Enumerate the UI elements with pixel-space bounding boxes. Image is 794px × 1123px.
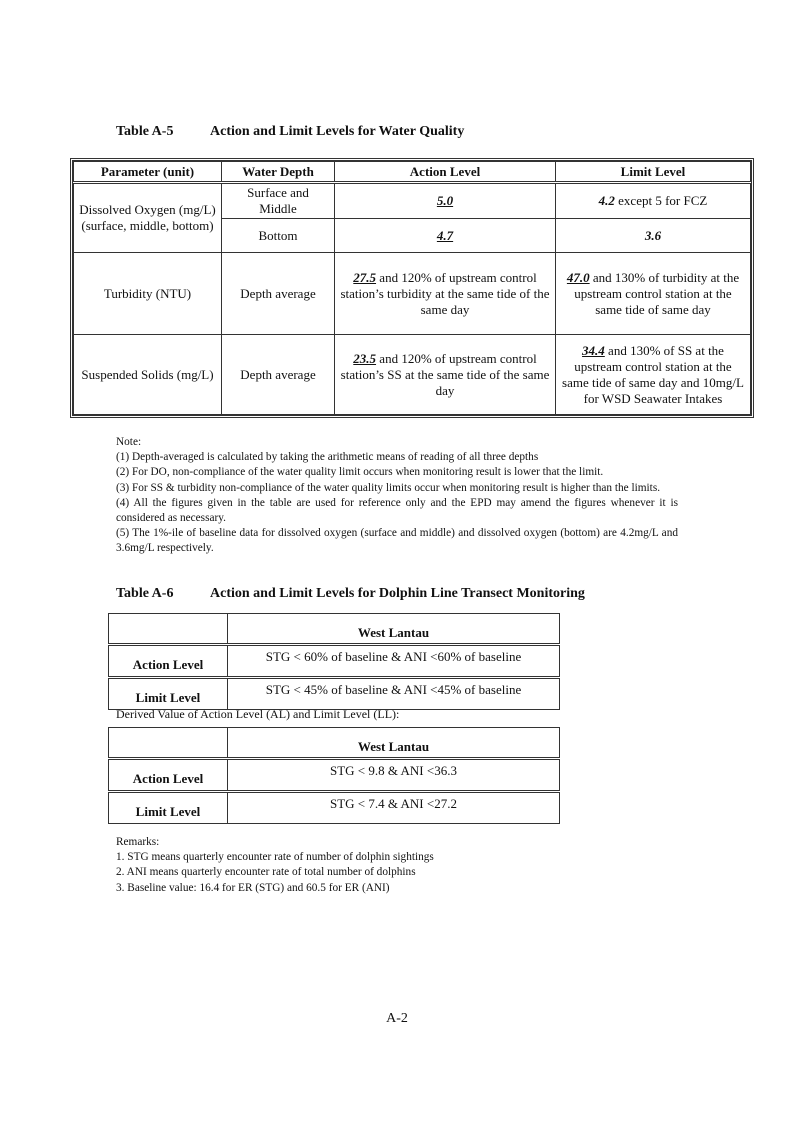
remark-item: 1. STG means quarterly encounter rate of number of dolphin sightings: [116, 851, 434, 864]
empty-header-cell: [109, 728, 228, 759]
table-a6-number: Table A-6: [116, 586, 174, 601]
do-surface-action-value: 5.0: [436, 193, 454, 208]
action-level-label: Action Level: [109, 645, 228, 678]
turbidity-limit-value: 47.0: [566, 269, 590, 285]
note-item: (5) The 1%-ile of baseline data for dissolved oxygen (surface and middle) and dissolved oxygen (bottom) are 4.2mg/L and 3.6mg/L respectively.: [116, 527, 678, 555]
do-bottom-action-cell: [335, 219, 556, 253]
do-surface-depth-cell: Surface and Middle: [222, 183, 335, 219]
ss-limit-text: and 130% of SS at the upstream control station at the same tide of same day and 10mg/L for WSD Seawater Intakes: [562, 342, 744, 406]
limit-level-label: Limit Level: [109, 792, 228, 824]
limit-level-label: Limit Level: [109, 678, 228, 710]
turbidity-limit-text: and 130% of turbidity at the upstream control station at the same tide of same day: [574, 269, 740, 317]
do-bottom-depth-cell: Bottom: [222, 219, 335, 253]
ss-limit-value: 34.4: [582, 342, 605, 358]
table-row: [109, 645, 560, 678]
note-item: (3) For SS & turbidity non-compliance of the water quality limits occur when monitoring result is higher than the limits.: [116, 481, 661, 494]
limit-level-value: STG < 7.4 & ANI <27.2: [228, 792, 560, 824]
remarks-section: [116, 835, 434, 896]
limit-level-value: STG < 45% of baseline & ANI <45% of baseline: [228, 678, 560, 710]
ss-action-value: 23.5: [353, 350, 377, 366]
header-west-lantau: West Lantau: [228, 728, 560, 759]
table-a5-title: Action and Limit Levels for Water Quality: [210, 124, 465, 139]
note-item: (4) All the figures given in the table are used for reference only and the EPD may amend the figures whenever it is considered as necessary.: [116, 496, 678, 525]
note-item: (1) Depth-averaged is calculated by taking the arithmetic means of reading of all three depths: [116, 451, 539, 464]
turbidity-parameter-cell: Turbidity (NTU): [74, 253, 222, 335]
ss-limit-cell: [556, 335, 751, 415]
table-header-row: [109, 614, 560, 645]
dolphin-levels-table: [108, 613, 560, 710]
remark-item: 3. Baseline value: 16.4 for ER (STG) and 60.5 for ER (ANI): [116, 881, 390, 894]
ss-parameter-cell: Suspended Solids (mg/L): [74, 335, 222, 415]
turbidity-action-value: 27.5: [353, 269, 377, 285]
header-water-depth: Water Depth: [222, 162, 335, 183]
table-a5-caption: [116, 124, 464, 140]
header-action-level: Action Level: [335, 162, 556, 183]
water-quality-table-frame: [70, 158, 754, 418]
table-a6-title: Action and Limit Levels for Dolphin Line Transect Monitoring: [210, 586, 585, 601]
action-level-value: STG < 60% of baseline & ANI <60% of baseline: [228, 645, 560, 678]
note-item: (2) For DO, non-compliance of the water quality limit occurs when monitoring result is lower that the limit.: [116, 466, 604, 479]
turbidity-action-cell: [335, 253, 556, 335]
do-surface-limit-text: except 5 for FCZ: [614, 193, 708, 208]
table-a5-number: Table A-5: [116, 124, 174, 139]
do-parameter-cell: Dissolved Oxygen (mg/L) (surface, middle, bottom): [74, 183, 222, 253]
table-row: [109, 678, 560, 710]
turbidity-depth-cell: Depth average: [222, 253, 335, 335]
notes-section: [116, 435, 678, 557]
do-bottom-action-value: 4.7: [436, 227, 454, 243]
action-level-value: STG < 9.8 & ANI <36.3: [228, 759, 560, 792]
water-quality-table: [73, 161, 751, 415]
action-level-label: Action Level: [109, 759, 228, 792]
header-limit-level: Limit Level: [556, 162, 751, 183]
notes-heading: Note:: [116, 436, 142, 448]
do-bottom-limit-cell: [556, 219, 751, 253]
table-row: [74, 183, 751, 219]
turbidity-limit-cell: [556, 253, 751, 335]
table-a6-caption: [116, 586, 585, 602]
ss-depth-cell: Depth average: [222, 335, 335, 415]
header-west-lantau: West Lantau: [228, 614, 560, 645]
do-bottom-limit-value: 3.6: [644, 227, 662, 243]
table-header-row: [74, 162, 751, 183]
turbidity-action-text: and 120% of upstream control station’s turbidity at the same tide of the same day: [340, 269, 550, 317]
do-surface-limit-cell: [556, 183, 751, 219]
derived-values-caption: Derived Value of Action Level (AL) and Limit Level (LL):: [116, 707, 400, 721]
table-row: [74, 253, 751, 335]
table-row: [74, 335, 751, 415]
do-surface-action-cell: [335, 183, 556, 219]
remark-item: 2. ANI means quarterly encounter rate of total number of dolphins: [116, 866, 416, 879]
empty-header-cell: [109, 614, 228, 645]
header-parameter: Parameter (unit): [74, 162, 222, 183]
table-row: [109, 792, 560, 824]
table-row: [109, 759, 560, 792]
table-header-row: [109, 728, 560, 759]
ss-action-text: and 120% of upstream control station’s SS at the same tide of the same day: [340, 350, 550, 398]
page-number: A-2: [386, 1011, 408, 1026]
do-surface-limit-value: 4.2: [598, 193, 615, 208]
ss-action-cell: [335, 335, 556, 415]
remarks-heading: Remarks:: [116, 836, 160, 848]
derived-values-table: [108, 727, 560, 824]
